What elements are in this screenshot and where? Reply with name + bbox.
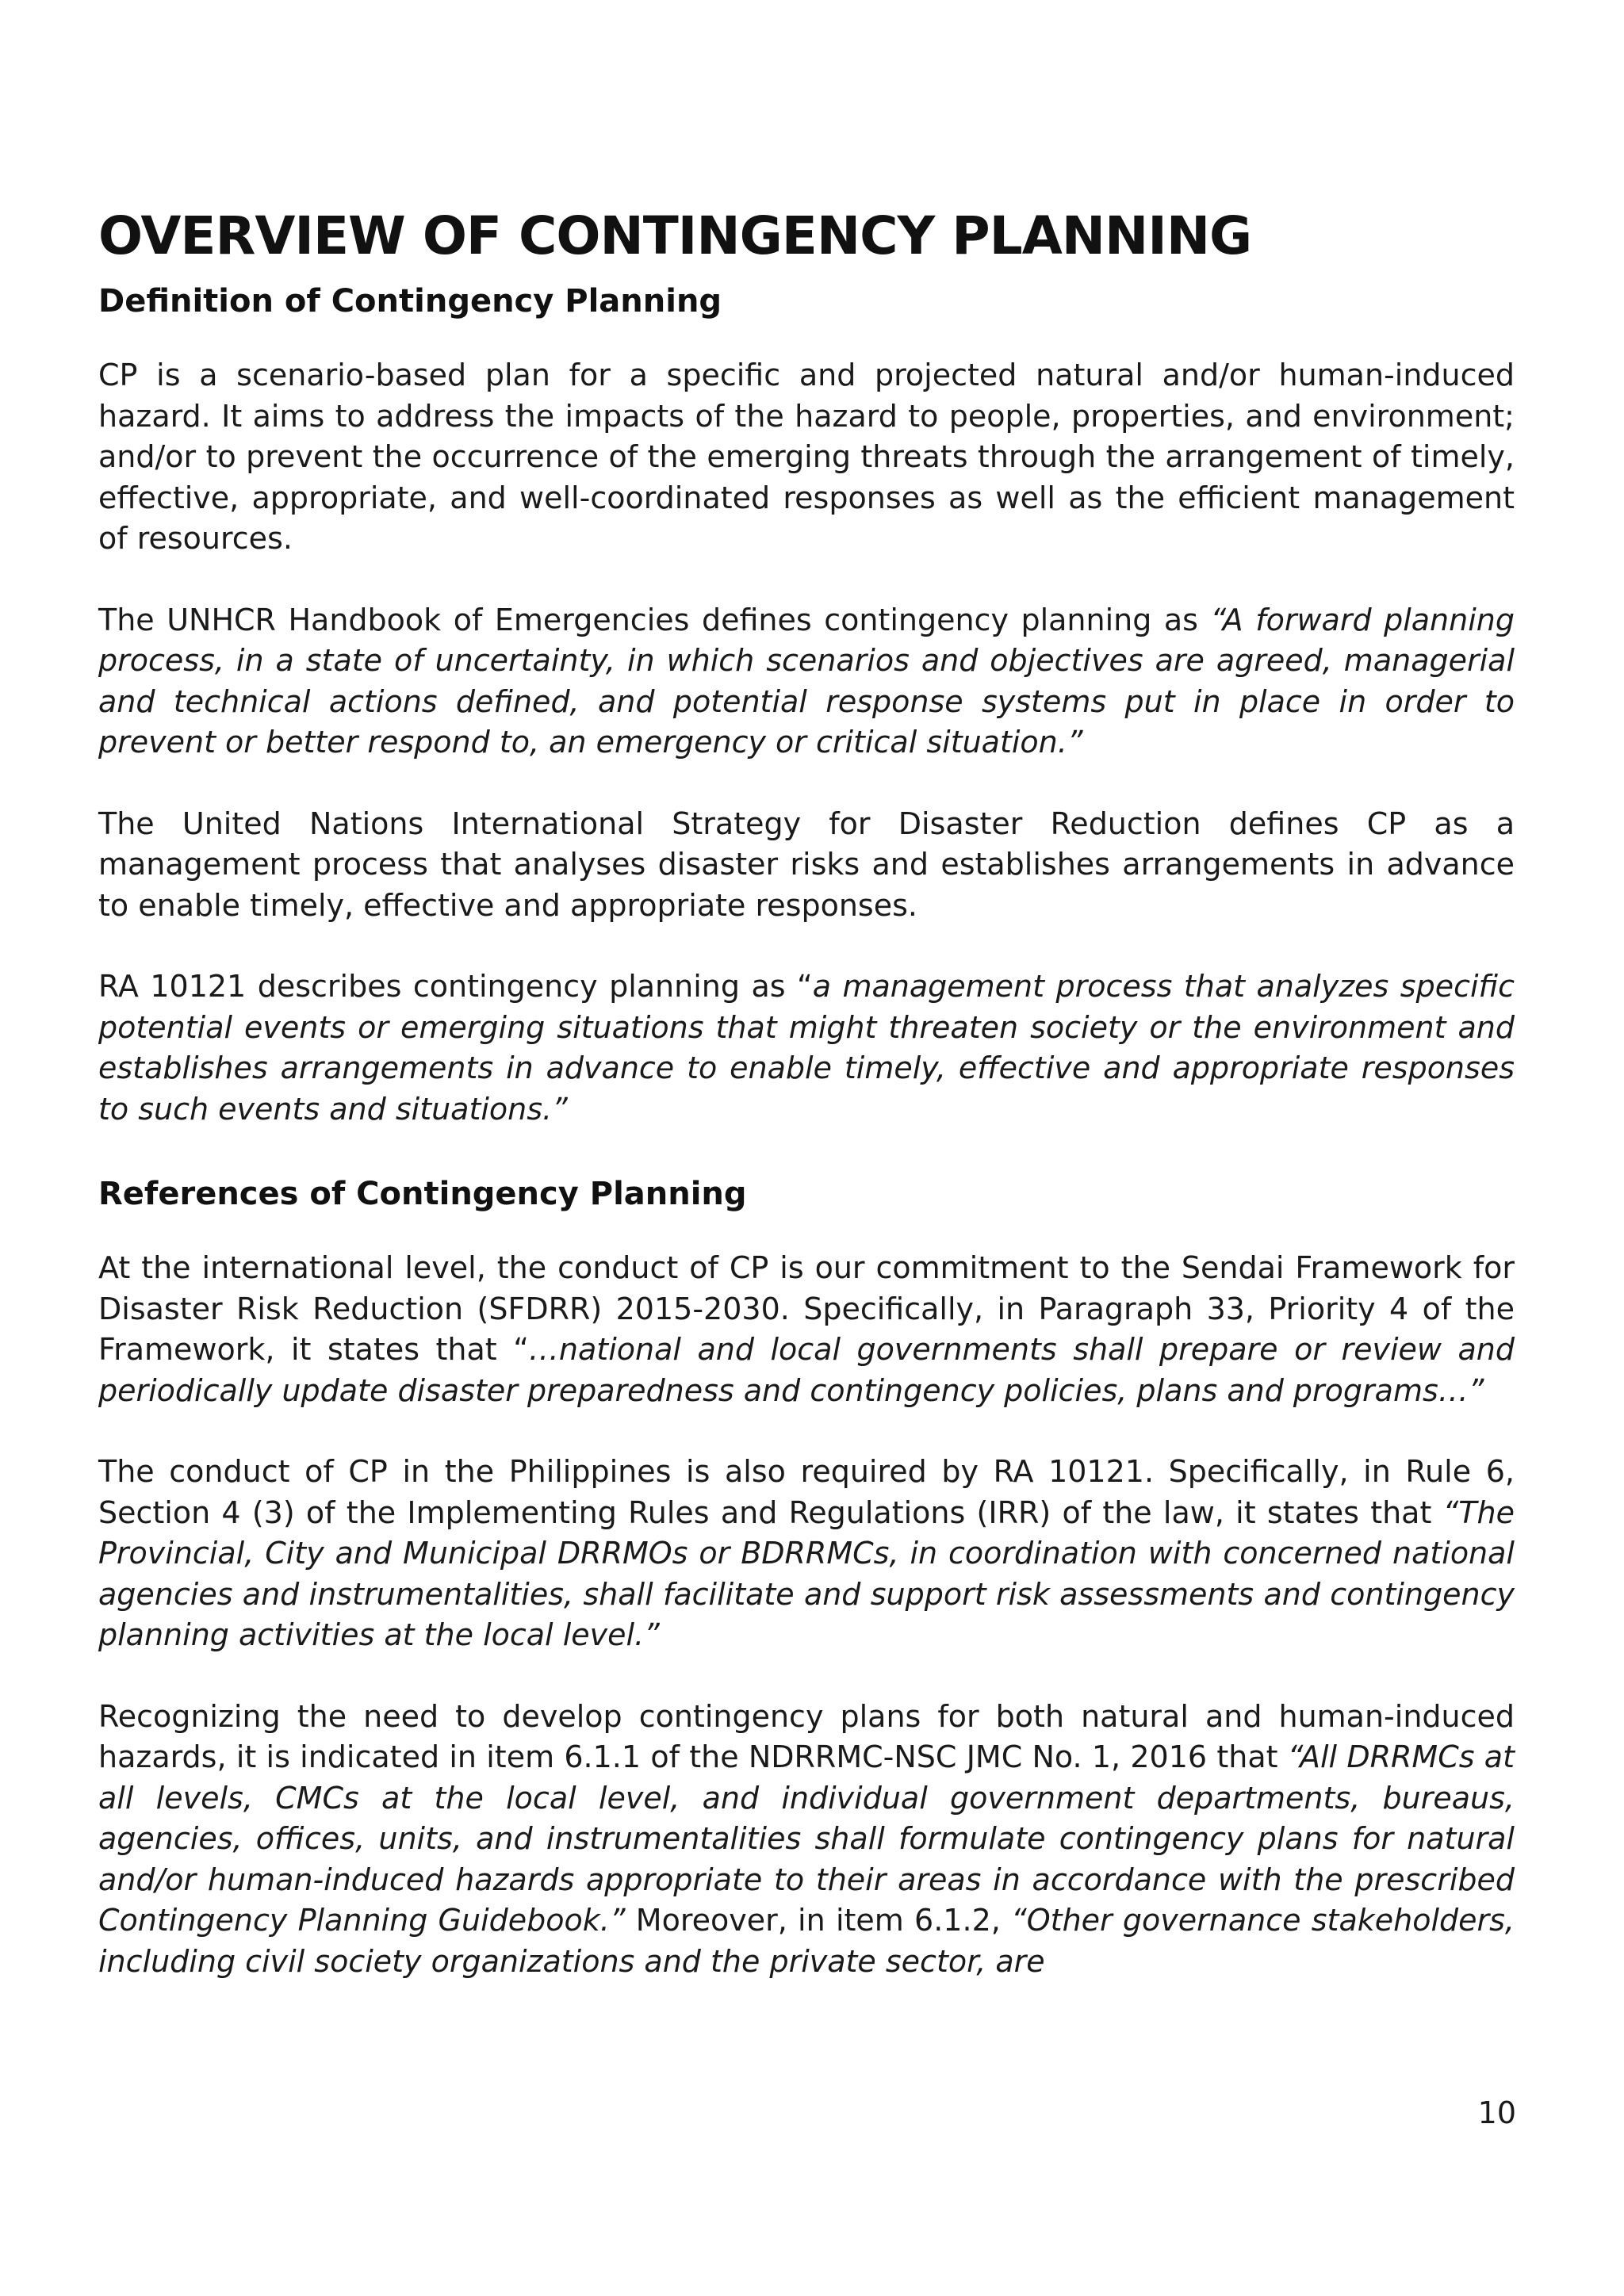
paragraph-quote: “The Provincial, City and Municipal DRRMOs or BDRRMCs, in coordination with concerned national agencies and instrumentalities, shall facilitate and support risk assessments and contingency planning activities at the local level.” — [98, 1494, 1515, 1652]
paragraph-cp-definition — [98, 355, 1515, 560]
paragraph-jmc-requirement — [98, 1697, 1515, 1983]
section-heading-definition: Definition of Contingency Planning — [98, 283, 722, 320]
paragraph-text: RA 10121 describes contingency planning as “ — [98, 969, 813, 1004]
paragraph-ra10121-irr — [98, 1452, 1515, 1656]
paragraph-text: CP is a scenario-based plan for a specific and projected natural and/or human-induced hazard. It aims to address the impacts of the hazard to people, properties, and environment; and/or to prevent the occurrence of the emerging threats through the arrangement of timely, effective, appropriate, and well-coordinated responses as well as the efficient management of resources. — [98, 358, 1515, 556]
paragraph-quote: “A forward planning process, in a state of uncertainty, in which scenarios and objectives are agreed, managerial and technical actions defined, and potential response systems put in place in order to prevent or better respond to, an emergency or critical situation.” — [98, 602, 1515, 760]
section-heading-references: References of Contingency Planning — [98, 1176, 747, 1212]
paragraph-text: Moreover, in item 6.1.2, — [625, 1903, 1012, 1938]
paragraph-text: The United Nations International Strategy for Disaster Reduction defines CP as a management process that analyses disaster risks and establishes arrangements in advance to enable timely, effective and appropriate responses. — [98, 806, 1515, 923]
paragraph-unisdr-definition — [98, 804, 1515, 927]
paragraph-quote: “Other governance stakeholders, including civil society organizations and the private sector, are — [98, 1903, 1515, 1979]
paragraph-text: The conduct of CP in the Philippines is also required by RA 10121. Specifically, in Rule 6, Section 4 (3) of the Implementing Rules and Regulations (IRR) of the law, it states that — [98, 1454, 1515, 1530]
paragraph-quote: a management process that analyzes specific potential events or emerging situations that might threaten society or the environment and establishes arrangements in advance to enable timely, effective and appropriate responses to such events and situations.” — [98, 969, 1515, 1127]
paragraph-quote: …national and local governments shall prepare or review and periodically update disaster preparedness and contingency policies, plans and programs…” — [98, 1332, 1515, 1408]
paragraph-unhcr-definition — [98, 600, 1515, 763]
paragraph-ra10121-definition — [98, 966, 1515, 1130]
paragraph-text: Recognizing the need to develop contingency plans for both natural and human-induced hazards, it is indicated in item 6.1.1 of the NDRRMC-NSC JMC No. 1, 2016 that — [98, 1698, 1515, 1774]
document-page — [98, 203, 1515, 1982]
paragraph-sendai-framework — [98, 1248, 1515, 1411]
paragraph-text: The UNHCR Handbook of Emergencies defines contingency planning as — [98, 602, 1211, 637]
page-title: OVERVIEW OF CONTINGENCY PLANNING — [98, 205, 1252, 266]
paragraph-text: At the international level, the conduct of CP is our commitment to the Sendai Framework for Disaster Risk Reduction (SFDRR) 2015-2030. Specifically, in Paragraph 33, Priority 4 of the Framework, it states that “ — [98, 1250, 1515, 1367]
page-number: 10 — [1477, 2095, 1516, 2130]
paragraph-quote: “All DRRMCs at all levels, CMCs at the local level, and individual government departments, bureaus, agencies, offices, units, and instrumentalities shall formulate contingency plans for natural and/or human-induced hazards appropriate to their areas in accordance with the prescribed Contingency Planning Guidebook.” — [98, 1739, 1515, 1938]
